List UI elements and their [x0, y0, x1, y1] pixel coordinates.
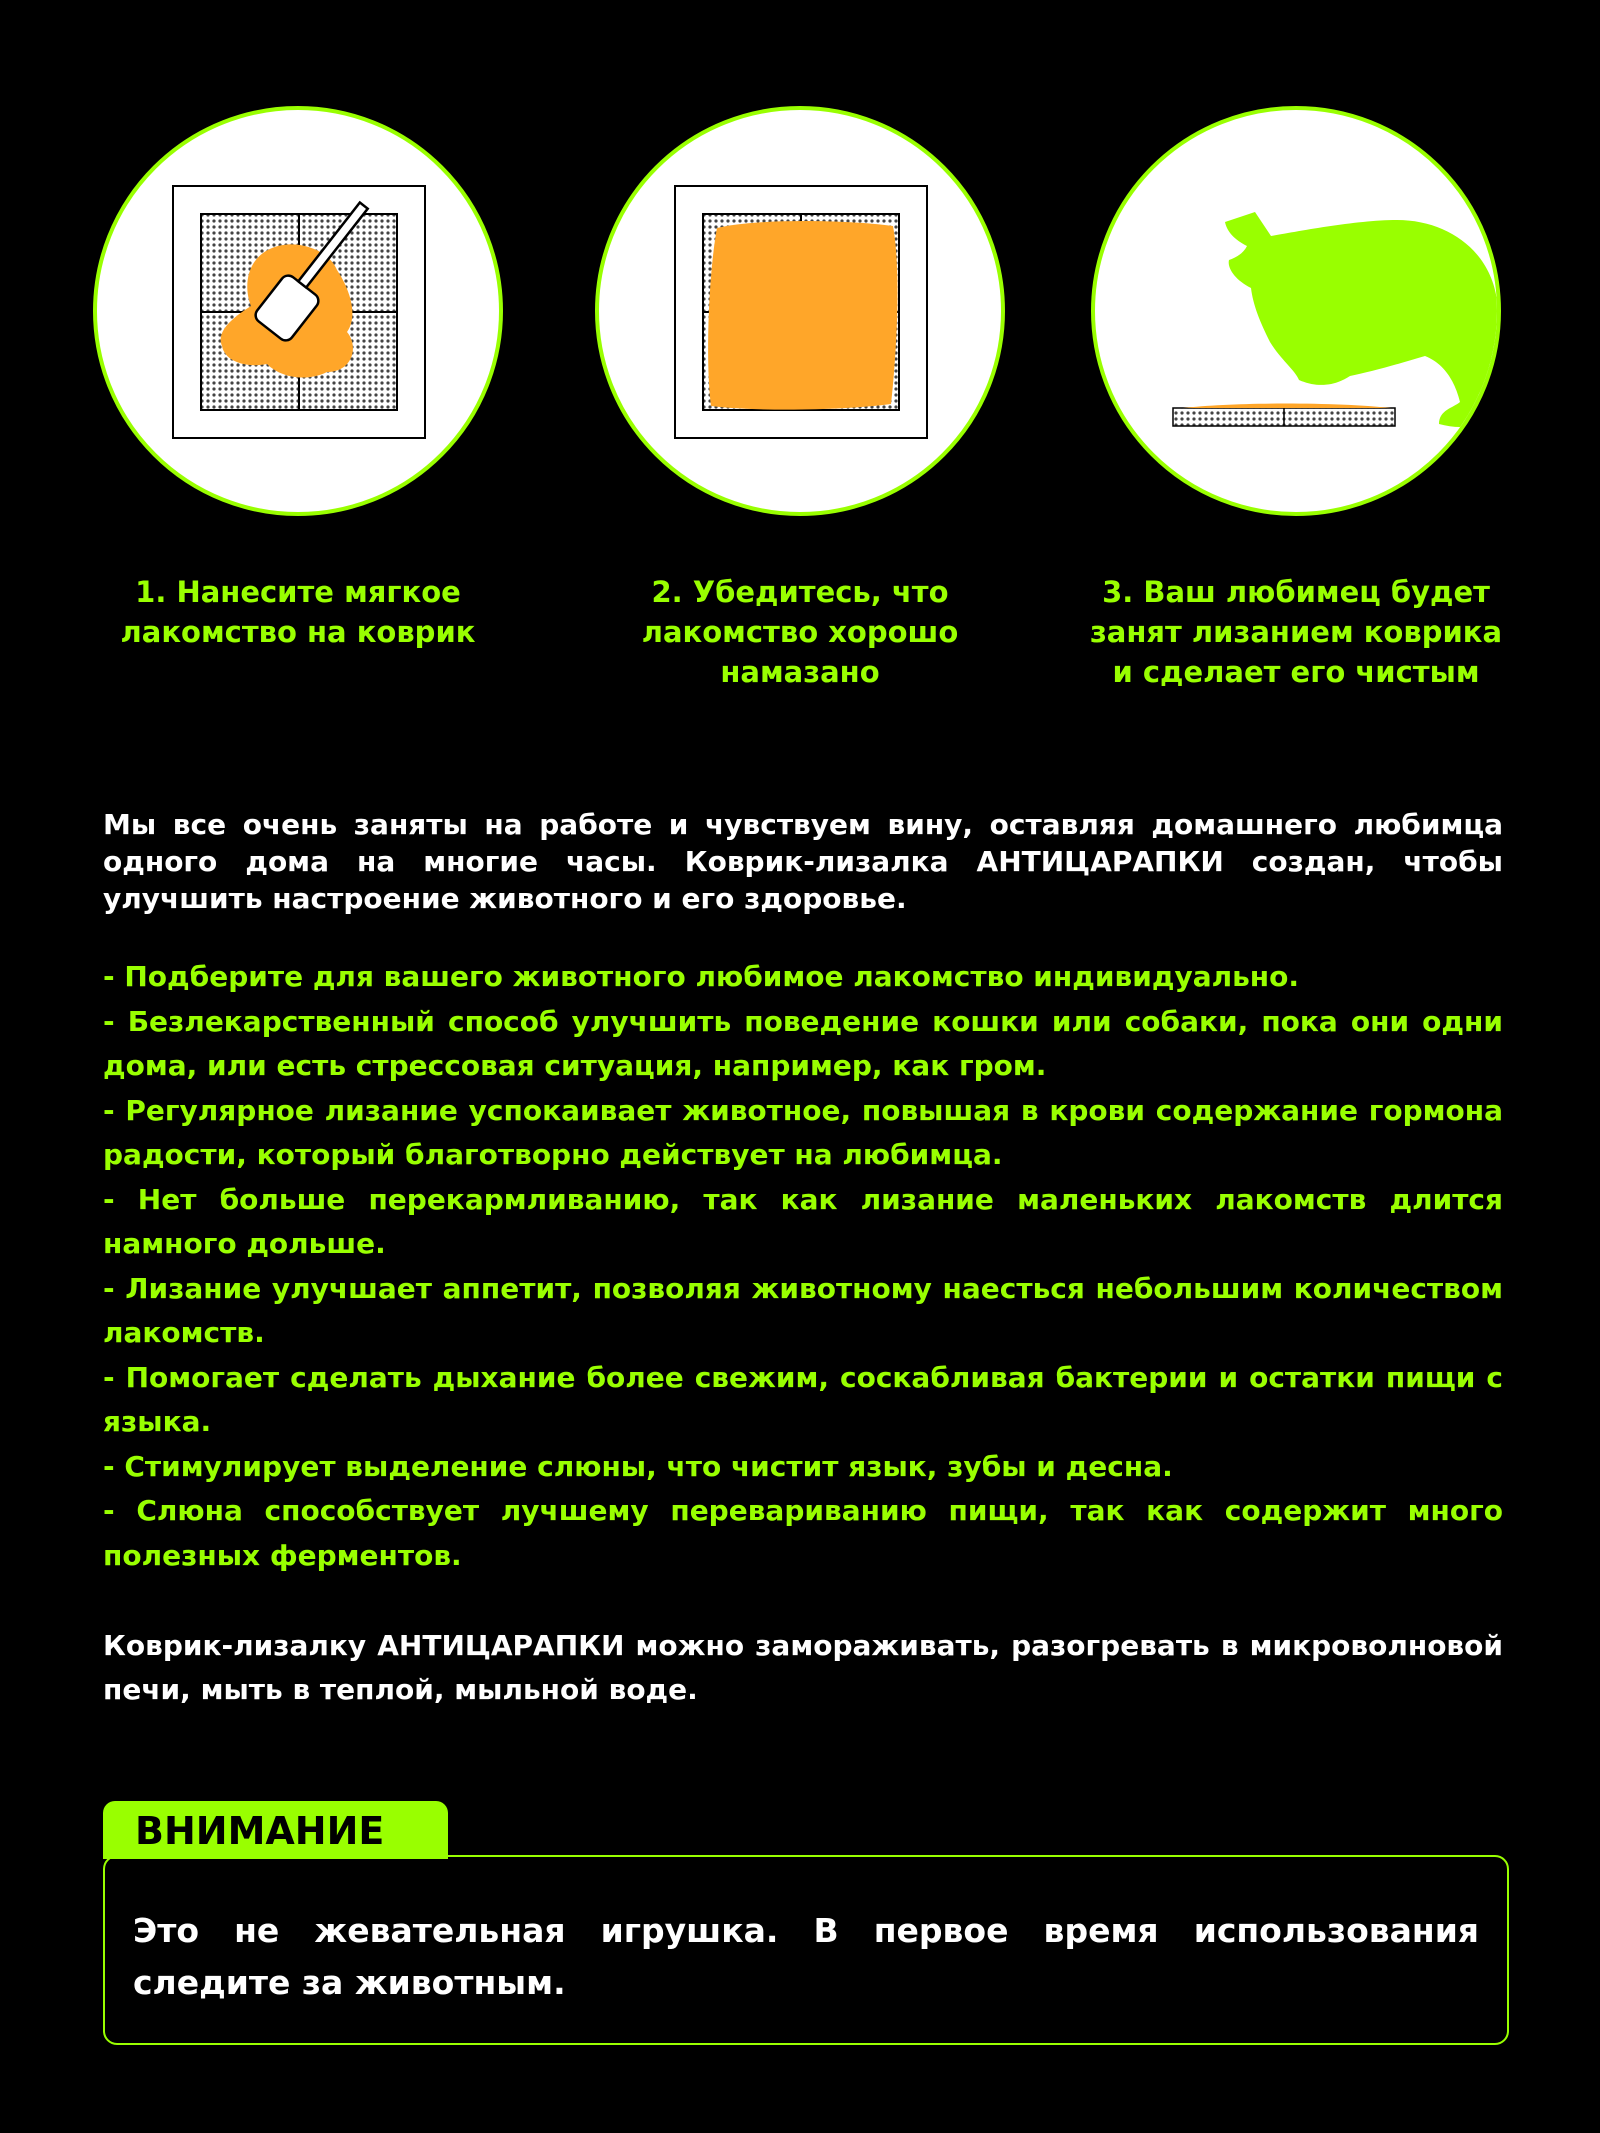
- list-item: - Лизание улучшает аппетит, позволяя животному наесться небольшим количеством лакомств.: [103, 1271, 1503, 1349]
- warning-title: ВНИМАНИЕ: [103, 1801, 448, 1859]
- pet-licking-mat-icon: [1095, 110, 1497, 512]
- list-item: - Стимулирует выделение слюны, что чистит язык, зубы и десна.: [103, 1449, 1173, 1483]
- warning-box: [103, 1855, 1509, 2045]
- step-1-caption: 1. Нанесите мягкое лакомство на коврик: [120, 575, 476, 649]
- list-item: - Регулярное лизание успокаивает животное, повышая в крови содержание гормона радости, который благотворно действует на любимца.: [103, 1093, 1503, 1171]
- step-2-caption: 2. Убедитесь, что лакомство хорошо намазано: [641, 575, 959, 689]
- features-list: [103, 955, 1503, 1578]
- treat-covered-mat-icon: [599, 110, 1001, 512]
- step-3-caption: 3. Ваш любимец будет занят лизанием коврика и сделает его чистым: [1089, 575, 1503, 689]
- list-item: - Слюна способствует лучшему перевариванию пищи, так как содержит много полезных ферментов.: [103, 1494, 1503, 1572]
- warning-text: Это не жевательная игрушка. В первое время использования следите за животным.: [133, 1911, 1479, 2002]
- intro-paragraph: Мы все очень заняты на работе и чувствуем вину, оставляя домашнего любимца одного дома на многие часы. Коврик-лизалка АНТИЦАРАПКИ создан, чтобы улучшить настроение животного и его здоровье.: [103, 808, 1503, 915]
- list-item: - Помогает сделать дыхание более свежим, соскабливая бактерии и остатки пищи с языка.: [103, 1360, 1503, 1438]
- list-item: - Безлекарственный способ улучшить поведение кошки или собаки, пока они одни дома, или есть стрессовая ситуация, например, как гром.: [103, 1004, 1503, 1082]
- step-2-illustration: [595, 106, 1005, 516]
- list-item: - Нет больше перекармливанию, так как лизание маленьких лакомств длится намного дольше.: [103, 1182, 1503, 1260]
- spatula-spreading-treat-icon: [97, 110, 499, 512]
- step-1-illustration: [93, 106, 503, 516]
- step-3-illustration: [1091, 106, 1501, 516]
- list-item: - Подберите для вашего животного любимое лакомство индивидуально.: [103, 960, 1300, 993]
- care-paragraph: Коврик-лизалку АНТИЦАРАПКИ можно замораживать, разогревать в микроволновой печи, мыть в теплой, мыльной воде.: [103, 1629, 1503, 1706]
